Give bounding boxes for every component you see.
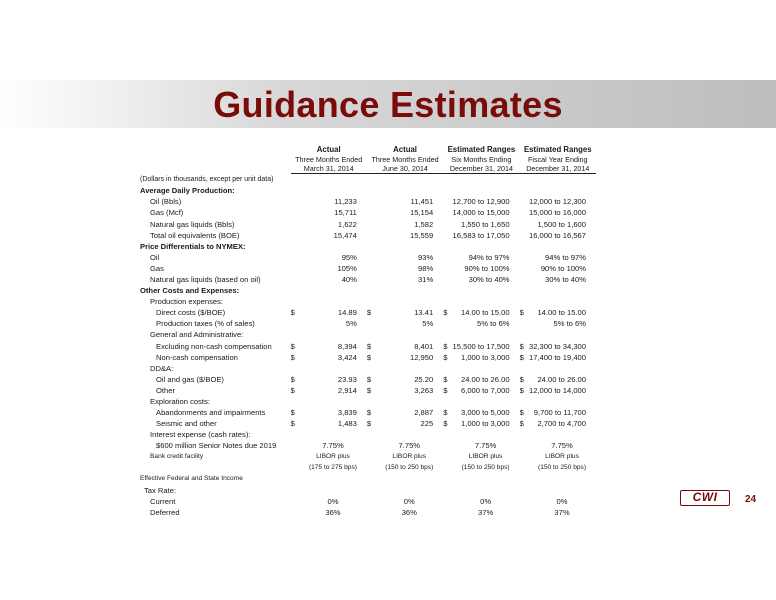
currency-symbol bbox=[367, 263, 375, 274]
value-cell bbox=[299, 396, 367, 407]
currency-symbol bbox=[291, 496, 299, 507]
currency-symbol: $ bbox=[366, 352, 372, 362]
row-label: Interest expense (cash rates): bbox=[150, 430, 251, 440]
value-cell: LIBOR plus bbox=[392, 453, 427, 460]
currency-symbol bbox=[520, 230, 528, 241]
currency-symbol bbox=[443, 208, 451, 219]
table-row bbox=[140, 496, 596, 507]
currency-symbol: $ bbox=[443, 352, 448, 362]
currency-symbol bbox=[520, 363, 528, 374]
value-cell: 11,233 bbox=[334, 197, 357, 207]
value-cell bbox=[528, 296, 596, 307]
currency-symbol bbox=[291, 274, 299, 285]
value-cell: 36% bbox=[401, 507, 417, 517]
currency-symbol: $ bbox=[443, 385, 448, 395]
column-date: March 31, 2014 bbox=[291, 164, 367, 174]
value-cell: 7.75% bbox=[398, 441, 421, 451]
value-cell: 17,400 to 19,400 bbox=[528, 352, 586, 362]
value-cell: 0% bbox=[327, 496, 339, 506]
currency-symbol bbox=[443, 197, 451, 208]
currency-symbol bbox=[520, 252, 528, 263]
currency-symbol bbox=[367, 496, 375, 507]
currency-symbol bbox=[291, 296, 299, 307]
currency-symbol bbox=[367, 319, 375, 330]
column-header: Actual bbox=[316, 144, 341, 154]
row-label: Direct costs ($/BOE) bbox=[156, 308, 226, 318]
value-cell bbox=[528, 430, 596, 441]
row-label: Natural gas liquids (Bbls) bbox=[150, 219, 235, 229]
currency-symbol bbox=[443, 252, 451, 263]
table-row bbox=[140, 474, 596, 485]
row-label: Abandonments and impairments bbox=[156, 408, 266, 418]
currency-symbol bbox=[367, 507, 375, 518]
currency-symbol bbox=[520, 319, 528, 330]
value-cell: 23.93 bbox=[337, 374, 357, 384]
table-row bbox=[140, 407, 596, 418]
currency-symbol bbox=[291, 507, 299, 518]
value-cell bbox=[452, 330, 520, 341]
currency-symbol bbox=[520, 496, 528, 507]
value-cell: 30% to 40% bbox=[468, 275, 510, 284]
value-cell: 2,914 bbox=[337, 385, 357, 395]
currency-symbol bbox=[520, 396, 528, 407]
value-cell: 0% bbox=[403, 496, 415, 506]
currency-symbol bbox=[443, 330, 451, 341]
row-label: Oil and gas ($/BOE) bbox=[156, 374, 224, 384]
row-label: Oil (Bbls) bbox=[150, 197, 182, 207]
currency-symbol bbox=[520, 507, 528, 518]
currency-symbol: $ bbox=[519, 374, 524, 384]
value-cell: 0% bbox=[480, 496, 492, 506]
currency-symbol: $ bbox=[519, 341, 524, 351]
value-cell: 2,887 bbox=[414, 408, 434, 418]
table-row bbox=[140, 208, 596, 219]
value-cell: 36% bbox=[325, 507, 341, 517]
currency-symbol bbox=[367, 274, 375, 285]
row-label: Effective Federal and State Income bbox=[140, 475, 243, 483]
value-cell bbox=[375, 396, 443, 407]
currency-symbol bbox=[291, 474, 299, 485]
currency-symbol bbox=[291, 430, 299, 441]
row-label: Production expenses: bbox=[150, 297, 224, 307]
row-label: Gas bbox=[150, 263, 164, 273]
currency-symbol bbox=[443, 430, 451, 441]
currency-symbol bbox=[520, 219, 528, 230]
currency-symbol bbox=[291, 319, 299, 330]
value-cell: 7.75% bbox=[551, 441, 573, 451]
table-row bbox=[140, 219, 596, 230]
table-row bbox=[140, 363, 596, 374]
value-cell bbox=[528, 485, 596, 496]
currency-symbol bbox=[367, 430, 375, 441]
section-row bbox=[140, 241, 596, 252]
currency-symbol bbox=[367, 296, 375, 307]
currency-symbol bbox=[520, 208, 528, 219]
value-cell bbox=[452, 396, 520, 407]
row-label bbox=[140, 463, 291, 474]
row-label: Tax Rate: bbox=[144, 485, 177, 495]
column-date: December 31, 2014 bbox=[520, 164, 596, 174]
currency-symbol bbox=[443, 319, 451, 330]
value-cell: 95% bbox=[341, 252, 357, 262]
currency-symbol bbox=[443, 507, 451, 518]
value-cell: 105% bbox=[337, 263, 357, 273]
value-cell: 15,500 to 17,500 bbox=[452, 341, 510, 351]
currency-symbol bbox=[443, 274, 451, 285]
table-row bbox=[140, 452, 596, 463]
value-cell: 3,263 bbox=[414, 385, 434, 395]
value-cell: 14,000 to 15,000 bbox=[452, 208, 510, 218]
currency-symbol bbox=[291, 441, 299, 452]
value-cell bbox=[299, 430, 367, 441]
row-label: Excluding non-cash compensation bbox=[156, 341, 272, 351]
currency-symbol bbox=[443, 296, 451, 307]
value-cell: 15,474 bbox=[333, 230, 357, 240]
value-cell: 40% bbox=[341, 275, 357, 284]
value-cell: 90% to 100% bbox=[540, 263, 586, 273]
value-cell: 5% to 6% bbox=[553, 319, 586, 329]
currency-symbol bbox=[367, 441, 375, 452]
currency-symbol bbox=[520, 274, 528, 285]
value-cell: 1,582 bbox=[414, 219, 434, 229]
value-cell: 37% bbox=[554, 507, 570, 517]
currency-symbol bbox=[520, 463, 528, 474]
currency-symbol bbox=[291, 219, 299, 230]
value-cell bbox=[375, 296, 443, 307]
units-note-row bbox=[140, 174, 596, 186]
currency-symbol bbox=[367, 330, 375, 341]
value-cell bbox=[452, 485, 520, 496]
column-header: Actual bbox=[393, 144, 417, 154]
value-cell: 6,000 to 7,000 bbox=[461, 385, 510, 395]
table-row bbox=[140, 352, 596, 363]
currency-symbol bbox=[367, 452, 375, 463]
value-cell: 90% to 100% bbox=[464, 263, 510, 273]
table-row bbox=[140, 230, 596, 241]
column-subheader: Three Months Ended bbox=[371, 154, 439, 164]
value-cell bbox=[452, 474, 520, 485]
currency-symbol bbox=[520, 330, 528, 341]
value-cell: 14.89 bbox=[337, 308, 357, 318]
value-cell bbox=[452, 430, 520, 441]
currency-symbol bbox=[443, 496, 451, 507]
currency-symbol: $ bbox=[290, 419, 295, 429]
value-cell: 98% bbox=[418, 263, 434, 273]
currency-symbol: $ bbox=[366, 419, 372, 429]
value-cell: 5% bbox=[422, 319, 434, 329]
currency-symbol bbox=[520, 452, 528, 463]
value-cell bbox=[528, 363, 596, 374]
value-cell bbox=[299, 363, 367, 374]
currency-symbol bbox=[520, 197, 528, 208]
row-label: Other Costs and Expenses: bbox=[140, 286, 240, 296]
currency-symbol bbox=[367, 463, 375, 474]
value-cell: (175 to 275 bps) bbox=[308, 464, 357, 472]
value-cell: 14.00 to 15.00 bbox=[461, 308, 510, 318]
row-label: Natural gas liquids (based on oil) bbox=[150, 275, 261, 284]
value-cell: 2,700 to 4,700 bbox=[537, 419, 586, 429]
currency-symbol: $ bbox=[443, 341, 448, 351]
currency-symbol bbox=[291, 485, 299, 496]
value-cell bbox=[375, 474, 443, 485]
value-cell: 15,154 bbox=[409, 208, 434, 218]
header-row-2 bbox=[140, 155, 596, 165]
value-cell: 16,583 to 17,050 bbox=[452, 230, 510, 240]
value-cell: 1,550 to 1,650 bbox=[461, 219, 510, 229]
value-cell: 25.20 bbox=[414, 374, 434, 384]
currency-symbol: $ bbox=[443, 308, 448, 318]
row-label: Total oil equivalents (BOE) bbox=[150, 230, 240, 240]
row-label: Price Differentials to NYMEX: bbox=[140, 241, 246, 251]
currency-symbol: $ bbox=[443, 374, 448, 384]
currency-symbol: $ bbox=[519, 419, 524, 429]
value-cell: 1,622 bbox=[337, 219, 357, 229]
value-cell bbox=[452, 296, 520, 307]
value-cell: 14.00 to 15.00 bbox=[537, 308, 586, 318]
currency-symbol: $ bbox=[290, 308, 295, 318]
currency-symbol bbox=[443, 219, 451, 230]
value-cell: 93% bbox=[418, 252, 434, 262]
value-cell: 1,483 bbox=[337, 419, 357, 429]
value-cell: 8,394 bbox=[337, 341, 357, 351]
value-cell: 12,000 to 14,000 bbox=[528, 385, 586, 395]
value-cell: 12,000 to 12,300 bbox=[528, 197, 586, 207]
currency-symbol bbox=[291, 463, 299, 474]
currency-symbol bbox=[443, 230, 451, 241]
currency-symbol bbox=[520, 263, 528, 274]
value-cell: 13.41 bbox=[414, 308, 434, 318]
value-cell bbox=[375, 330, 443, 341]
row-label: Average Daily Production: bbox=[140, 186, 235, 196]
currency-symbol bbox=[443, 474, 451, 485]
currency-symbol: $ bbox=[290, 374, 295, 384]
currency-symbol: $ bbox=[290, 341, 295, 351]
value-cell bbox=[299, 474, 367, 485]
currency-symbol bbox=[367, 485, 375, 496]
value-cell bbox=[528, 474, 596, 485]
guidance-table bbox=[140, 145, 596, 518]
row-label: $600 million Senior Notes due 2019 bbox=[156, 441, 277, 451]
table-row bbox=[140, 507, 596, 518]
currency-symbol: $ bbox=[366, 341, 372, 351]
value-cell bbox=[528, 330, 596, 341]
column-subheader: Six Months Ending bbox=[451, 154, 512, 164]
value-cell: LIBOR plus bbox=[468, 453, 503, 460]
currency-symbol: $ bbox=[519, 308, 524, 318]
table-row bbox=[140, 463, 596, 474]
row-label: Other bbox=[156, 385, 175, 395]
value-cell: 1,000 to 3,000 bbox=[461, 419, 510, 429]
currency-symbol bbox=[443, 263, 451, 274]
value-cell: 15,711 bbox=[334, 208, 357, 218]
currency-symbol: $ bbox=[519, 408, 524, 418]
currency-symbol bbox=[291, 452, 299, 463]
row-label: General and Administrative: bbox=[150, 330, 244, 340]
page-number: 24 bbox=[745, 494, 757, 505]
table-row bbox=[140, 308, 596, 319]
column-date: June 30, 2014 bbox=[367, 164, 443, 174]
currency-symbol: $ bbox=[443, 419, 448, 429]
table-row bbox=[140, 441, 596, 452]
currency-symbol bbox=[520, 485, 528, 496]
header-row-3 bbox=[140, 164, 596, 174]
value-cell: 12,950 bbox=[409, 352, 434, 362]
value-cell: 5% bbox=[345, 319, 357, 329]
table-row bbox=[140, 418, 596, 429]
row-label: Current bbox=[150, 496, 176, 506]
value-cell: 12,700 to 12,900 bbox=[452, 197, 510, 207]
value-cell: 24.00 to 26.00 bbox=[537, 374, 586, 384]
row-label: Seismic and other bbox=[156, 419, 217, 429]
currency-symbol bbox=[443, 452, 451, 463]
value-cell: 15,559 bbox=[409, 230, 434, 240]
table-row bbox=[140, 263, 596, 274]
value-cell bbox=[299, 330, 367, 341]
section-row bbox=[140, 186, 596, 197]
currency-symbol: $ bbox=[519, 352, 524, 362]
currency-symbol: $ bbox=[366, 385, 372, 395]
currency-symbol bbox=[443, 363, 451, 374]
row-label: DD&A: bbox=[150, 363, 174, 373]
value-cell: 11,451 bbox=[410, 197, 434, 207]
value-cell bbox=[299, 485, 367, 496]
row-label: Production taxes (% of sales) bbox=[156, 319, 255, 329]
row-label: Exploration costs: bbox=[150, 397, 210, 407]
table-row bbox=[140, 430, 596, 441]
currency-symbol bbox=[291, 252, 299, 263]
value-cell: LIBOR plus bbox=[316, 453, 350, 460]
row-label: Oil bbox=[150, 252, 160, 262]
value-cell: 0% bbox=[556, 496, 568, 506]
value-cell bbox=[375, 363, 443, 374]
currency-symbol bbox=[520, 441, 528, 452]
value-cell bbox=[528, 396, 596, 407]
value-cell: 225 bbox=[420, 419, 434, 429]
currency-symbol bbox=[443, 396, 451, 407]
column-header: Estimated Ranges bbox=[447, 144, 516, 154]
currency-symbol bbox=[291, 263, 299, 274]
units-note: (Dollars in thousands, except per unit data) bbox=[140, 176, 274, 184]
value-cell bbox=[452, 363, 520, 374]
row-label: Gas (Mcf) bbox=[150, 208, 184, 218]
table-row bbox=[140, 485, 596, 496]
value-cell bbox=[375, 430, 443, 441]
currency-symbol bbox=[367, 219, 375, 230]
currency-symbol bbox=[520, 430, 528, 441]
value-cell: 8,401 bbox=[414, 341, 434, 351]
table-row bbox=[140, 374, 596, 385]
value-cell: 32,300 to 34,300 bbox=[528, 341, 586, 351]
header-row-1 bbox=[140, 145, 596, 155]
column-subheader: Three Months Ended bbox=[295, 154, 363, 164]
currency-symbol bbox=[291, 363, 299, 374]
table-row bbox=[140, 319, 596, 330]
table-row bbox=[140, 252, 596, 263]
value-cell bbox=[375, 485, 443, 496]
value-cell: 30% to 40% bbox=[545, 275, 586, 284]
value-cell: 94% to 97% bbox=[545, 252, 586, 262]
value-cell: 1,500 to 1,600 bbox=[537, 219, 586, 229]
currency-symbol: $ bbox=[519, 385, 524, 395]
currency-symbol bbox=[443, 485, 451, 496]
value-cell: 15,000 to 16,000 bbox=[528, 208, 586, 218]
value-cell: 3,839 bbox=[337, 408, 357, 418]
value-cell: 31% bbox=[418, 275, 434, 284]
value-cell: 3,424 bbox=[337, 352, 357, 362]
value-cell: 94% to 97% bbox=[468, 252, 510, 262]
currency-symbol: $ bbox=[443, 408, 448, 418]
value-cell: 24.00 to 26.00 bbox=[461, 374, 510, 384]
column-subheader: Fiscal Year Ending bbox=[528, 154, 588, 164]
table-row bbox=[140, 197, 596, 208]
currency-symbol bbox=[443, 441, 451, 452]
currency-symbol bbox=[520, 296, 528, 307]
row-label: Non-cash compensation bbox=[156, 352, 238, 362]
value-cell: 7.75% bbox=[322, 441, 344, 451]
currency-symbol: $ bbox=[366, 308, 372, 318]
slide-title: Guidance Estimates bbox=[213, 84, 563, 125]
value-cell: 9,700 to 11,700 bbox=[533, 408, 586, 418]
currency-symbol bbox=[291, 197, 299, 208]
table-row bbox=[140, 330, 596, 341]
currency-symbol bbox=[443, 463, 451, 474]
value-cell: 7.75% bbox=[474, 441, 497, 451]
currency-symbol bbox=[367, 252, 375, 263]
currency-symbol bbox=[291, 208, 299, 219]
currency-symbol bbox=[367, 230, 375, 241]
table-row bbox=[140, 385, 596, 396]
currency-symbol bbox=[291, 230, 299, 241]
value-cell: (150 to 250 bps) bbox=[385, 464, 434, 472]
value-cell: 37% bbox=[478, 507, 494, 517]
value-cell: 16,000 to 16,567 bbox=[528, 230, 586, 240]
section-row bbox=[140, 285, 596, 296]
row-label: Bank credit facility bbox=[150, 453, 204, 460]
column-header: Estimated Ranges bbox=[523, 144, 592, 154]
currency-symbol: $ bbox=[290, 385, 295, 395]
table-row bbox=[140, 396, 596, 407]
table-row bbox=[140, 341, 596, 352]
table-row bbox=[140, 296, 596, 307]
currency-symbol bbox=[367, 396, 375, 407]
currency-symbol bbox=[367, 474, 375, 485]
value-cell: 3,000 to 5,000 bbox=[461, 408, 510, 418]
value-cell: LIBOR plus bbox=[545, 453, 579, 460]
currency-symbol bbox=[367, 363, 375, 374]
column-date: December 31, 2014 bbox=[443, 164, 519, 174]
currency-symbol bbox=[367, 197, 375, 208]
value-cell: (150 to 250 bps) bbox=[461, 464, 510, 472]
currency-symbol bbox=[367, 208, 375, 219]
currency-symbol bbox=[291, 396, 299, 407]
currency-symbol: $ bbox=[366, 374, 372, 384]
row-label: Deferred bbox=[150, 507, 180, 517]
value-cell: 5% to 6% bbox=[477, 319, 510, 329]
currency-symbol: $ bbox=[290, 352, 295, 362]
currency-symbol: $ bbox=[366, 408, 372, 418]
value-cell: (150 to 250 bps) bbox=[538, 464, 587, 472]
currency-symbol: $ bbox=[290, 408, 295, 418]
company-logo: CWI bbox=[680, 490, 730, 506]
currency-symbol bbox=[520, 474, 528, 485]
value-cell bbox=[299, 296, 367, 307]
table-row bbox=[140, 274, 596, 285]
value-cell: 1,000 to 3,000 bbox=[461, 352, 510, 362]
currency-symbol bbox=[291, 330, 299, 341]
